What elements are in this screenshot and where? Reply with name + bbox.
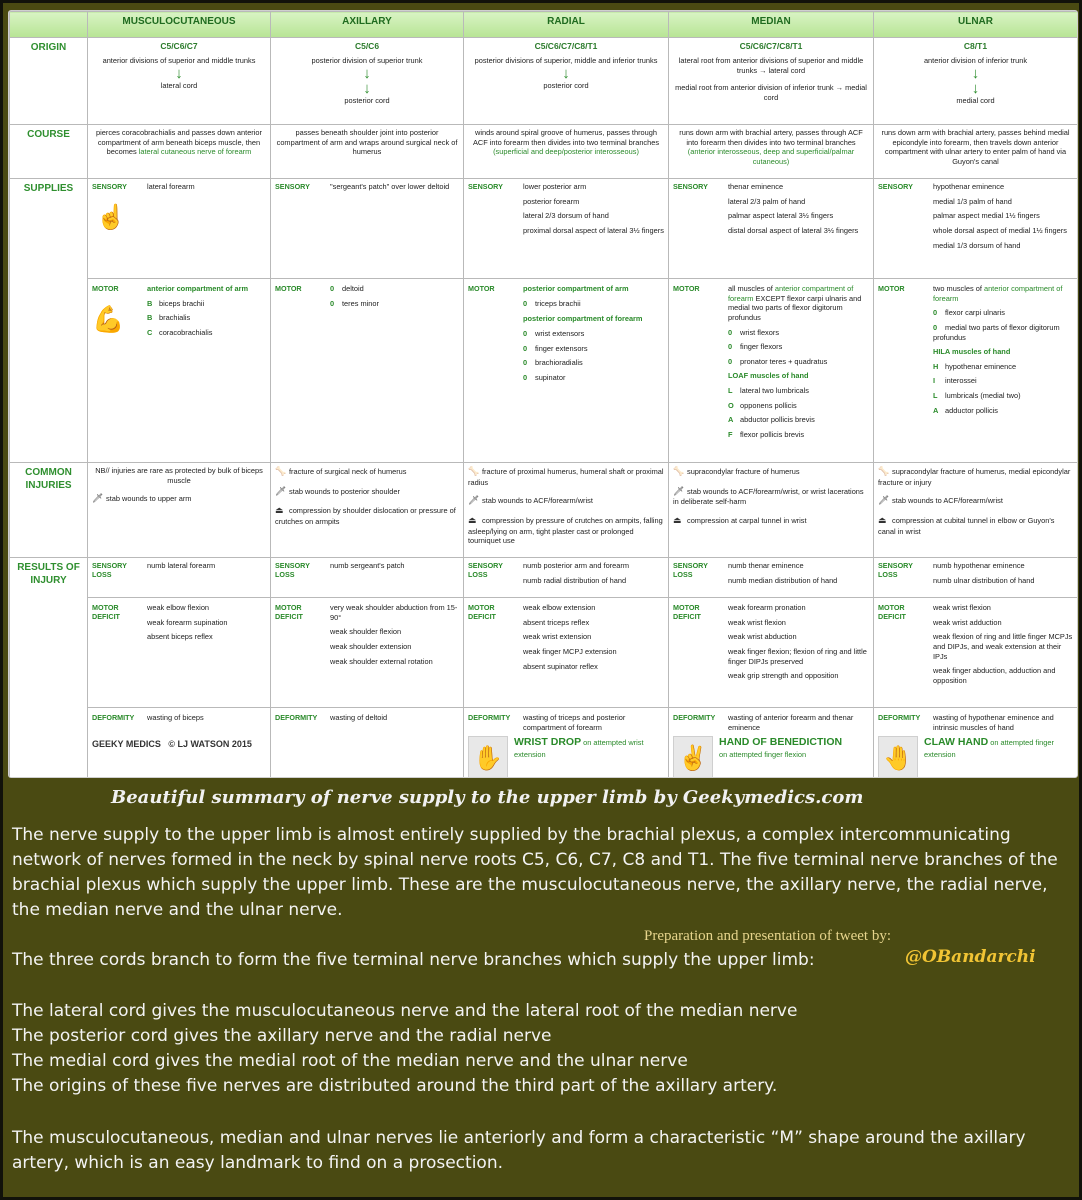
course-green: (anterior interosseous, deep and superficial/palmar cutaneous) — [687, 147, 855, 166]
sensory-loss-label: SENSORY LOSS — [878, 561, 913, 580]
motor-item: wrist extensors — [535, 328, 585, 338]
supplies-row — [10, 179, 1078, 463]
motor-item: finger flexors — [740, 342, 783, 352]
sensory-loss-item: numb median distribution of hand — [728, 575, 838, 585]
injury-item: stab wounds to upper arm — [106, 494, 192, 504]
motor-letter: A — [728, 415, 734, 425]
injury-item: supracondylar fracture of humerus, medial epicondylar fracture or injury — [878, 467, 1071, 487]
weight-icon: ⏏ — [468, 515, 477, 525]
supplies-cell-radial — [464, 179, 669, 463]
motor-letter: 0 — [728, 356, 733, 366]
course-text: runs down arm with brachial artery, passes through ACF into forearm then divides into two terminal branches — [679, 128, 863, 147]
course-row — [10, 125, 1078, 179]
weight-icon: ⏏ — [275, 505, 284, 516]
course-cell — [271, 125, 464, 179]
motor-item: brachialis — [159, 313, 191, 323]
injury-item: compression by shoulder dislocation or pressure of crutches on armpits — [275, 506, 456, 527]
motor-item: lumbricals (medial two) — [945, 391, 1021, 400]
paragraph-cords: The three cords branch to form the five terminal nerve branches which supply the upper limb: — [12, 950, 815, 970]
motor-letter: 0 — [523, 343, 528, 353]
sensory-loss-label: SENSORY LOSS — [673, 561, 708, 580]
header-radial: RADIAL — [464, 12, 669, 38]
origin-text: anterior division of inferior trunk — [923, 56, 1028, 66]
deformity-text: wasting of deltoid — [330, 713, 388, 722]
motor-letter: 0 — [330, 284, 335, 293]
header-row — [10, 12, 1078, 38]
origin-cell — [464, 38, 669, 125]
down-arrow-icon: ↓ ↓ — [363, 64, 371, 97]
cord-line-medial: The medial cord gives the medial root of the median nerve and the ulnar nerve — [12, 1051, 688, 1071]
sensory-item: medial 1/3 palm of hand — [933, 196, 1012, 206]
sensory-loss-label: SENSORY LOSS — [468, 561, 503, 580]
deformity-text: wasting of triceps and posterior compartment of forearm — [523, 713, 626, 732]
motor-deficit-label: MOTOR DEFICIT — [275, 603, 303, 622]
results-cell — [464, 558, 669, 779]
down-arrow-icon: ↓ — [562, 64, 570, 82]
motor-heading: posterior compartment of arm — [523, 284, 629, 293]
origin-roots: C5/C6 — [354, 41, 380, 51]
origin-roots: C8/T1 — [963, 41, 988, 51]
flexed-arm-icon: 💪 — [92, 303, 125, 334]
broken-bone-icon: 🦴 — [468, 466, 480, 476]
course-text: winds around spiral groove of humerus, passes through ACF into forearm then divides into two terminal branches — [472, 128, 660, 147]
supplies-cell-musculocutaneous: SENSORY lateral forearm ☝ MOTOR anterior compartment of arm B biceps brachii B brachialis C coracobrachialis 💪 — [88, 179, 271, 463]
motor-deficit-label: MOTOR DEFICIT — [878, 603, 906, 622]
motor-letter: 0 — [523, 298, 528, 308]
deformity-note: on attempted finger flexion — [719, 749, 807, 759]
origin-cell — [88, 38, 271, 125]
motor-letter: 0 — [523, 358, 528, 368]
sensory-item: hypothenar eminence — [933, 182, 1005, 191]
sensory-item: proximal dorsal aspect of lateral 3½ fingers — [523, 225, 664, 235]
motor-label: MOTOR — [275, 284, 302, 293]
footer — [92, 739, 266, 751]
injuries-row — [10, 463, 1078, 558]
motor-item: flexor pollicis brevis — [740, 429, 805, 439]
row-label-results: RESULTS OF INJURY — [10, 558, 88, 779]
origin-roots: C5/C6/C7 — [160, 41, 198, 51]
origin-text-medial: medial root from anterior division of inferior trunk → medial cord — [675, 83, 867, 102]
deformity-text: wasting of hypothenar eminence and intrinsic muscles of hand — [933, 713, 1054, 732]
injuries-cell — [88, 463, 271, 558]
motor-label: MOTOR — [92, 284, 119, 293]
injury-item: compression at cubital tunnel in elbow or Guyon's canal in wrist — [878, 516, 1055, 536]
sensory-item: palmar aspect lateral 3½ fingers — [728, 211, 834, 221]
supplies-cell-median — [669, 179, 874, 463]
motor-item: flexor carpi ulnaris — [945, 308, 1005, 318]
motor-letter: 0 — [523, 372, 528, 382]
deformity-label: DEFORMITY — [92, 713, 135, 722]
sensory-item: posterior forearm — [523, 196, 580, 206]
brand-logo: GEEKY MEDICS — [92, 738, 161, 749]
origin-cord: posterior cord — [543, 80, 589, 90]
injury-item: compression at carpal tunnel in wrist — [687, 516, 807, 525]
motor-letter: A — [933, 405, 939, 415]
motor-item: adductor pollicis — [945, 405, 998, 415]
sensory-label: SENSORY — [92, 182, 127, 191]
motor-deficit-item: weak finger flexion; flexion of ring and little finger DIPJs preserved — [728, 646, 867, 666]
sensory-item: distal dorsal aspect of lateral 3½ fingers — [728, 225, 859, 235]
motor-item: brachioradialis — [535, 358, 583, 368]
motor-deficit-item: weak elbow extension — [523, 603, 596, 612]
motor-item: teres minor — [342, 298, 379, 308]
motor-deficit-item: absent biceps reflex — [147, 632, 213, 642]
motor-heading: HILA muscles of hand — [933, 347, 1011, 357]
motor-letter: 0 — [933, 308, 938, 318]
motor-item: interossei — [945, 376, 977, 386]
image-caption: Beautiful summary of nerve supply to the upper limb by Geekymedics.com — [111, 787, 864, 808]
nerve-table — [9, 11, 1078, 778]
knife-icon: 🗡 — [92, 493, 104, 504]
motor-item: deltoid — [342, 284, 364, 293]
motor-label: MOTOR — [878, 284, 905, 293]
injuries-cell — [271, 463, 464, 558]
motor-item: triceps brachii — [535, 298, 581, 308]
supplies-cell-axillary — [271, 179, 464, 463]
sensory-label: SENSORY — [878, 182, 913, 191]
header-musculocutaneous: MUSCULOCUTANEOUS — [88, 12, 271, 38]
header-median: MEDIAN — [669, 12, 874, 38]
course-cell — [88, 125, 271, 179]
motor-letter: 0 — [523, 328, 528, 338]
paragraph-intro: The nerve supply to the upper limb is almost entirely supplied by the brachial plexus, a complex intercommunicating network of nerves formed in the neck by spinal nerve roots C5, C6, C7, C8 and T1. The five terminal nerve branches of the brachial plexus which supply the upper limb. These are the musculocutaneous nerve, the axillary nerve, the radial nerve, the median nerve and the ulnar nerve. — [12, 825, 1058, 920]
header-axillary: AXILLARY — [271, 12, 464, 38]
knife-icon: 🗡 — [468, 495, 480, 506]
course-cell — [874, 125, 1078, 179]
motor-item: supinator — [535, 372, 566, 382]
motor-deficit-item: weak wrist flexion — [933, 603, 991, 612]
deformity-text: wasting of anterior forearm and thenar eminence — [728, 713, 854, 732]
wrist-drop-hand-icon: ✋ — [468, 736, 508, 778]
weight-icon: ⏏ — [673, 515, 682, 525]
injury-item: stab wounds to ACF/forearm/wrist — [892, 496, 1003, 506]
deformity-text: wasting of biceps — [147, 713, 204, 722]
motor-letter: 0 — [728, 327, 733, 337]
course-green: lateral cutaneous nerve of forearm — [138, 147, 252, 157]
sensory-loss-item: numb ulnar distribution of hand — [933, 575, 1035, 585]
motor-letter: O — [728, 400, 734, 410]
origin-cord: medial cord — [956, 95, 995, 105]
copyright: © LJ WATSON 2015 — [168, 738, 252, 749]
injury-item: fracture of proximal humerus, humeral shaft or proximal radius — [468, 467, 664, 487]
origin-text: posterior division of superior trunk — [311, 56, 423, 66]
knife-icon: 🗡 — [275, 485, 287, 496]
motor-item: medial two parts of flexor digitorum profundus — [933, 322, 1060, 342]
course-cell — [464, 125, 669, 179]
injury-item: NB// injuries are rare as protected by bulk of biceps muscle — [95, 466, 263, 485]
motor-deficit-item: weak finger abduction, adduction and opposition — [933, 666, 1056, 685]
sensory-loss-item: numb radial distribution of hand — [523, 575, 627, 585]
origin-cell — [669, 38, 874, 125]
row-label-injuries: COMMON INJURIES — [10, 463, 88, 558]
origin-cord: lateral cord — [160, 80, 198, 90]
deformity-label: DEFORMITY — [468, 713, 511, 722]
injury-item: supracondylar fracture of humerus — [687, 467, 800, 476]
sensory-item: whole dorsal aspect of medial 1½ fingers — [933, 225, 1067, 235]
deformity-name: CLAW HAND — [924, 736, 989, 749]
injury-item: stab wounds to ACF/forearm/wrist, or wrist lacerations in deliberate self-harm — [673, 486, 864, 507]
motor-letter: B — [147, 298, 153, 308]
deformity-label: DEFORMITY — [878, 713, 921, 722]
motor-deficit-item: weak wrist adduction — [933, 617, 1002, 627]
motor-deficit-item: weak shoulder extension — [330, 641, 412, 651]
origins-line: The origins of these five nerves are distributed around the third part of the axillary artery. — [12, 1076, 778, 1096]
sensory-label: SENSORY — [673, 182, 708, 191]
motor-lead: two muscles of anterior compartment of forearm — [933, 284, 1063, 303]
motor-letter: 0 — [933, 322, 938, 332]
sensory-item: lower posterior arm — [523, 182, 587, 191]
results-cell — [88, 558, 271, 779]
row-label-supplies: SUPPLIES — [10, 179, 88, 463]
results-row — [10, 558, 1078, 779]
sensory-loss-label: SENSORY LOSS — [92, 561, 127, 580]
motor-letter: F — [728, 429, 733, 439]
broken-bone-icon: 🦴 — [275, 466, 287, 476]
motor-item: finger extensors — [535, 343, 588, 353]
sensory-item: medial 1/3 dorsum of hand — [933, 240, 1021, 250]
paragraph-m-shape: The musculocutaneous, median and ulnar nerves lie anteriorly and form a characteristic “M” shape around the axillary artery, which is an easy landmark to find on a prosection. — [12, 1128, 1026, 1173]
motor-letter: I — [933, 376, 936, 386]
deformity-name: HAND OF BENEDICTION — [719, 736, 843, 749]
motor-letter: 0 — [330, 298, 335, 308]
down-arrow-icon: ↓ ↓ — [971, 64, 980, 97]
motor-deficit-item: weak shoulder external rotation — [330, 656, 433, 666]
nerve-summary-chart — [8, 10, 1078, 778]
claw-hand-icon: 🤚 — [878, 736, 918, 778]
injuries-cell — [874, 463, 1078, 558]
sensory-item: lateral forearm — [147, 182, 195, 191]
author-handle-link[interactable]: @OBandarchi — [905, 947, 1036, 967]
weight-icon: ⏏ — [878, 515, 887, 525]
sensory-loss-label: SENSORY LOSS — [275, 561, 310, 580]
course-cell — [669, 125, 874, 179]
benediction-hand-icon: ✌ — [673, 736, 713, 778]
motor-lead: all muscles of anterior compartment of forearm EXCEPT flexor carpi ulnaris and medial two parts of flexor digitorum profundus — [728, 284, 862, 322]
deformity-note: on attempted wrist extension — [514, 738, 644, 759]
injury-item: fracture of surgical neck of humerus — [289, 467, 407, 476]
header-ulnar: ULNAR — [874, 12, 1078, 38]
sensory-loss-item: numb sergeant's patch — [330, 561, 405, 570]
motor-item: hypothenar eminence — [945, 361, 1017, 371]
injury-item: stab wounds to posterior shoulder — [289, 486, 400, 496]
deformity-label: DEFORMITY — [275, 713, 318, 722]
deformity-note: on attempted finger extension — [924, 738, 1054, 759]
motor-deficit-item: weak wrist extension — [523, 632, 592, 642]
motor-deficit-item: absent supinator reflex — [523, 661, 598, 671]
motor-deficit-label: MOTOR DEFICIT — [673, 603, 701, 622]
origin-text: anterior divisions of superior and middle trunks — [102, 56, 256, 66]
motor-item: pronator teres + quadratus — [740, 356, 828, 366]
supplies-cell-ulnar — [874, 179, 1078, 463]
motor-deficit-item: weak shoulder flexion — [330, 627, 402, 637]
broken-bone-icon: 🦴 — [878, 466, 890, 476]
origin-cell — [874, 38, 1078, 125]
broken-bone-icon: 🦴 — [673, 466, 685, 476]
motor-deficit-item: absent triceps reflex — [523, 617, 590, 627]
injury-item: compression by pressure of crutches on armpits, falling asleep/lying on arm, tight plaster cast or prolonged tourniquet use — [468, 516, 663, 546]
motor-deficit-label: MOTOR DEFICIT — [92, 603, 120, 622]
motor-deficit-item: weak wrist abduction — [728, 632, 797, 642]
header-corner — [10, 12, 88, 38]
knife-icon: 🗡 — [673, 485, 685, 496]
knife-icon: 🗡 — [878, 495, 890, 506]
sensory-item: "sergeant's patch" over lower deltoid — [330, 182, 450, 191]
course-text: runs down arm with brachial artery, passes behind medial epicondyle into forearm, then travels down anterior compartment with ulnar artery to enter palm of hand via Guyon's canal — [881, 128, 1070, 166]
down-arrow-icon: ↓ — [175, 64, 183, 82]
motor-deficit-item: weak finger MCPJ extension — [523, 646, 617, 656]
origin-text: lateral root from anterior divisions of superior and middle trunks → lateral cord — [678, 56, 864, 75]
motor-deficit-item: weak forearm supination — [147, 617, 228, 627]
course-text: pierces coracobrachialis and passes down anterior compartment of arm beneath biceps muscle, then becomes — [96, 128, 262, 157]
sensory-item: lateral 2/3 dorsum of hand — [523, 211, 609, 221]
origin-row — [10, 38, 1078, 125]
origin-roots: C5/C6/C7/C8/T1 — [739, 41, 803, 51]
motor-deficit-item: weak flexion of ring and little finger MCPJs and DIPJs, and weak extension at their IPJs — [933, 632, 1073, 661]
results-cell — [669, 558, 874, 779]
motor-deficit-item: weak grip strength and opposition — [728, 671, 839, 681]
sensory-loss-item: numb hypothenar eminence — [933, 561, 1025, 570]
motor-label: MOTOR — [468, 284, 495, 293]
motor-letter: H — [933, 361, 939, 371]
deformity-name: WRIST DROP — [514, 736, 582, 749]
motor-item: abductor pollicis brevis — [740, 415, 815, 425]
injuries-cell — [669, 463, 874, 558]
sensory-item: palmar aspect medial 1½ fingers — [933, 211, 1040, 221]
row-label-course: COURSE — [10, 125, 88, 179]
injuries-cell — [464, 463, 669, 558]
motor-letter: 0 — [728, 342, 733, 352]
sensory-label: SENSORY — [275, 182, 310, 191]
results-cell — [271, 558, 464, 779]
motor-item: wrist flexors — [740, 327, 780, 337]
motor-deficit-item: weak wrist flexion — [728, 617, 786, 627]
sensory-loss-item: numb thenar eminence — [728, 561, 804, 570]
sensory-label: SENSORY — [468, 182, 503, 191]
course-text: passes beneath shoulder joint into posterior compartment of arm and wraps around surgical neck of humerus — [276, 128, 458, 157]
sensory-item: thenar eminence — [728, 182, 784, 191]
results-cell — [874, 558, 1078, 779]
origin-cord: posterior cord — [344, 95, 390, 105]
motor-letter: B — [147, 313, 153, 323]
motor-deficit-item: weak elbow flexion — [147, 603, 210, 612]
origin-roots: C5/C6/C7/C8/T1 — [534, 41, 598, 51]
motor-deficit-item: very weak shoulder abduction from 15-90° — [330, 603, 458, 622]
injury-item: stab wounds to ACF/forearm/wrist — [482, 496, 593, 506]
motor-item: lateral two lumbricals — [740, 386, 810, 395]
cord-line-lateral: The lateral cord gives the musculocutaneous nerve and the lateral root of the median nerve — [12, 1001, 798, 1021]
motor-heading: LOAF muscles of hand — [728, 371, 809, 381]
row-label-origin: ORIGIN — [10, 38, 88, 125]
motor-heading: anterior compartment of arm — [147, 284, 249, 293]
motor-item: opponens pollicis — [740, 400, 797, 410]
credit-preparation: Preparation and presentation of tweet by: — [644, 928, 892, 944]
motor-letter: L — [728, 386, 733, 395]
course-green: (superficial and deep/posterior interosseous) — [493, 147, 639, 157]
motor-deficit-label: MOTOR DEFICIT — [468, 603, 496, 622]
origin-text: posterior divisions of superior, middle and inferior trunks — [474, 56, 658, 66]
motor-letter: C — [147, 327, 153, 337]
sensory-loss-item: numb lateral forearm — [147, 561, 216, 570]
motor-item: coracobrachialis — [159, 327, 213, 337]
origin-cell — [271, 38, 464, 125]
sensory-loss-item: numb posterior arm and forearm — [523, 561, 629, 570]
cord-line-posterior: The posterior cord gives the axillary nerve and the radial nerve — [12, 1026, 552, 1046]
motor-letter: L — [933, 391, 938, 400]
motor-heading: posterior compartment of forearm — [523, 314, 643, 324]
deformity-label: DEFORMITY — [673, 713, 716, 722]
motor-deficit-item: weak forearm pronation — [728, 603, 806, 612]
motor-item: biceps brachii — [159, 298, 205, 308]
motor-label: MOTOR — [673, 284, 700, 293]
sensory-item: lateral 2/3 palm of hand — [728, 196, 806, 206]
